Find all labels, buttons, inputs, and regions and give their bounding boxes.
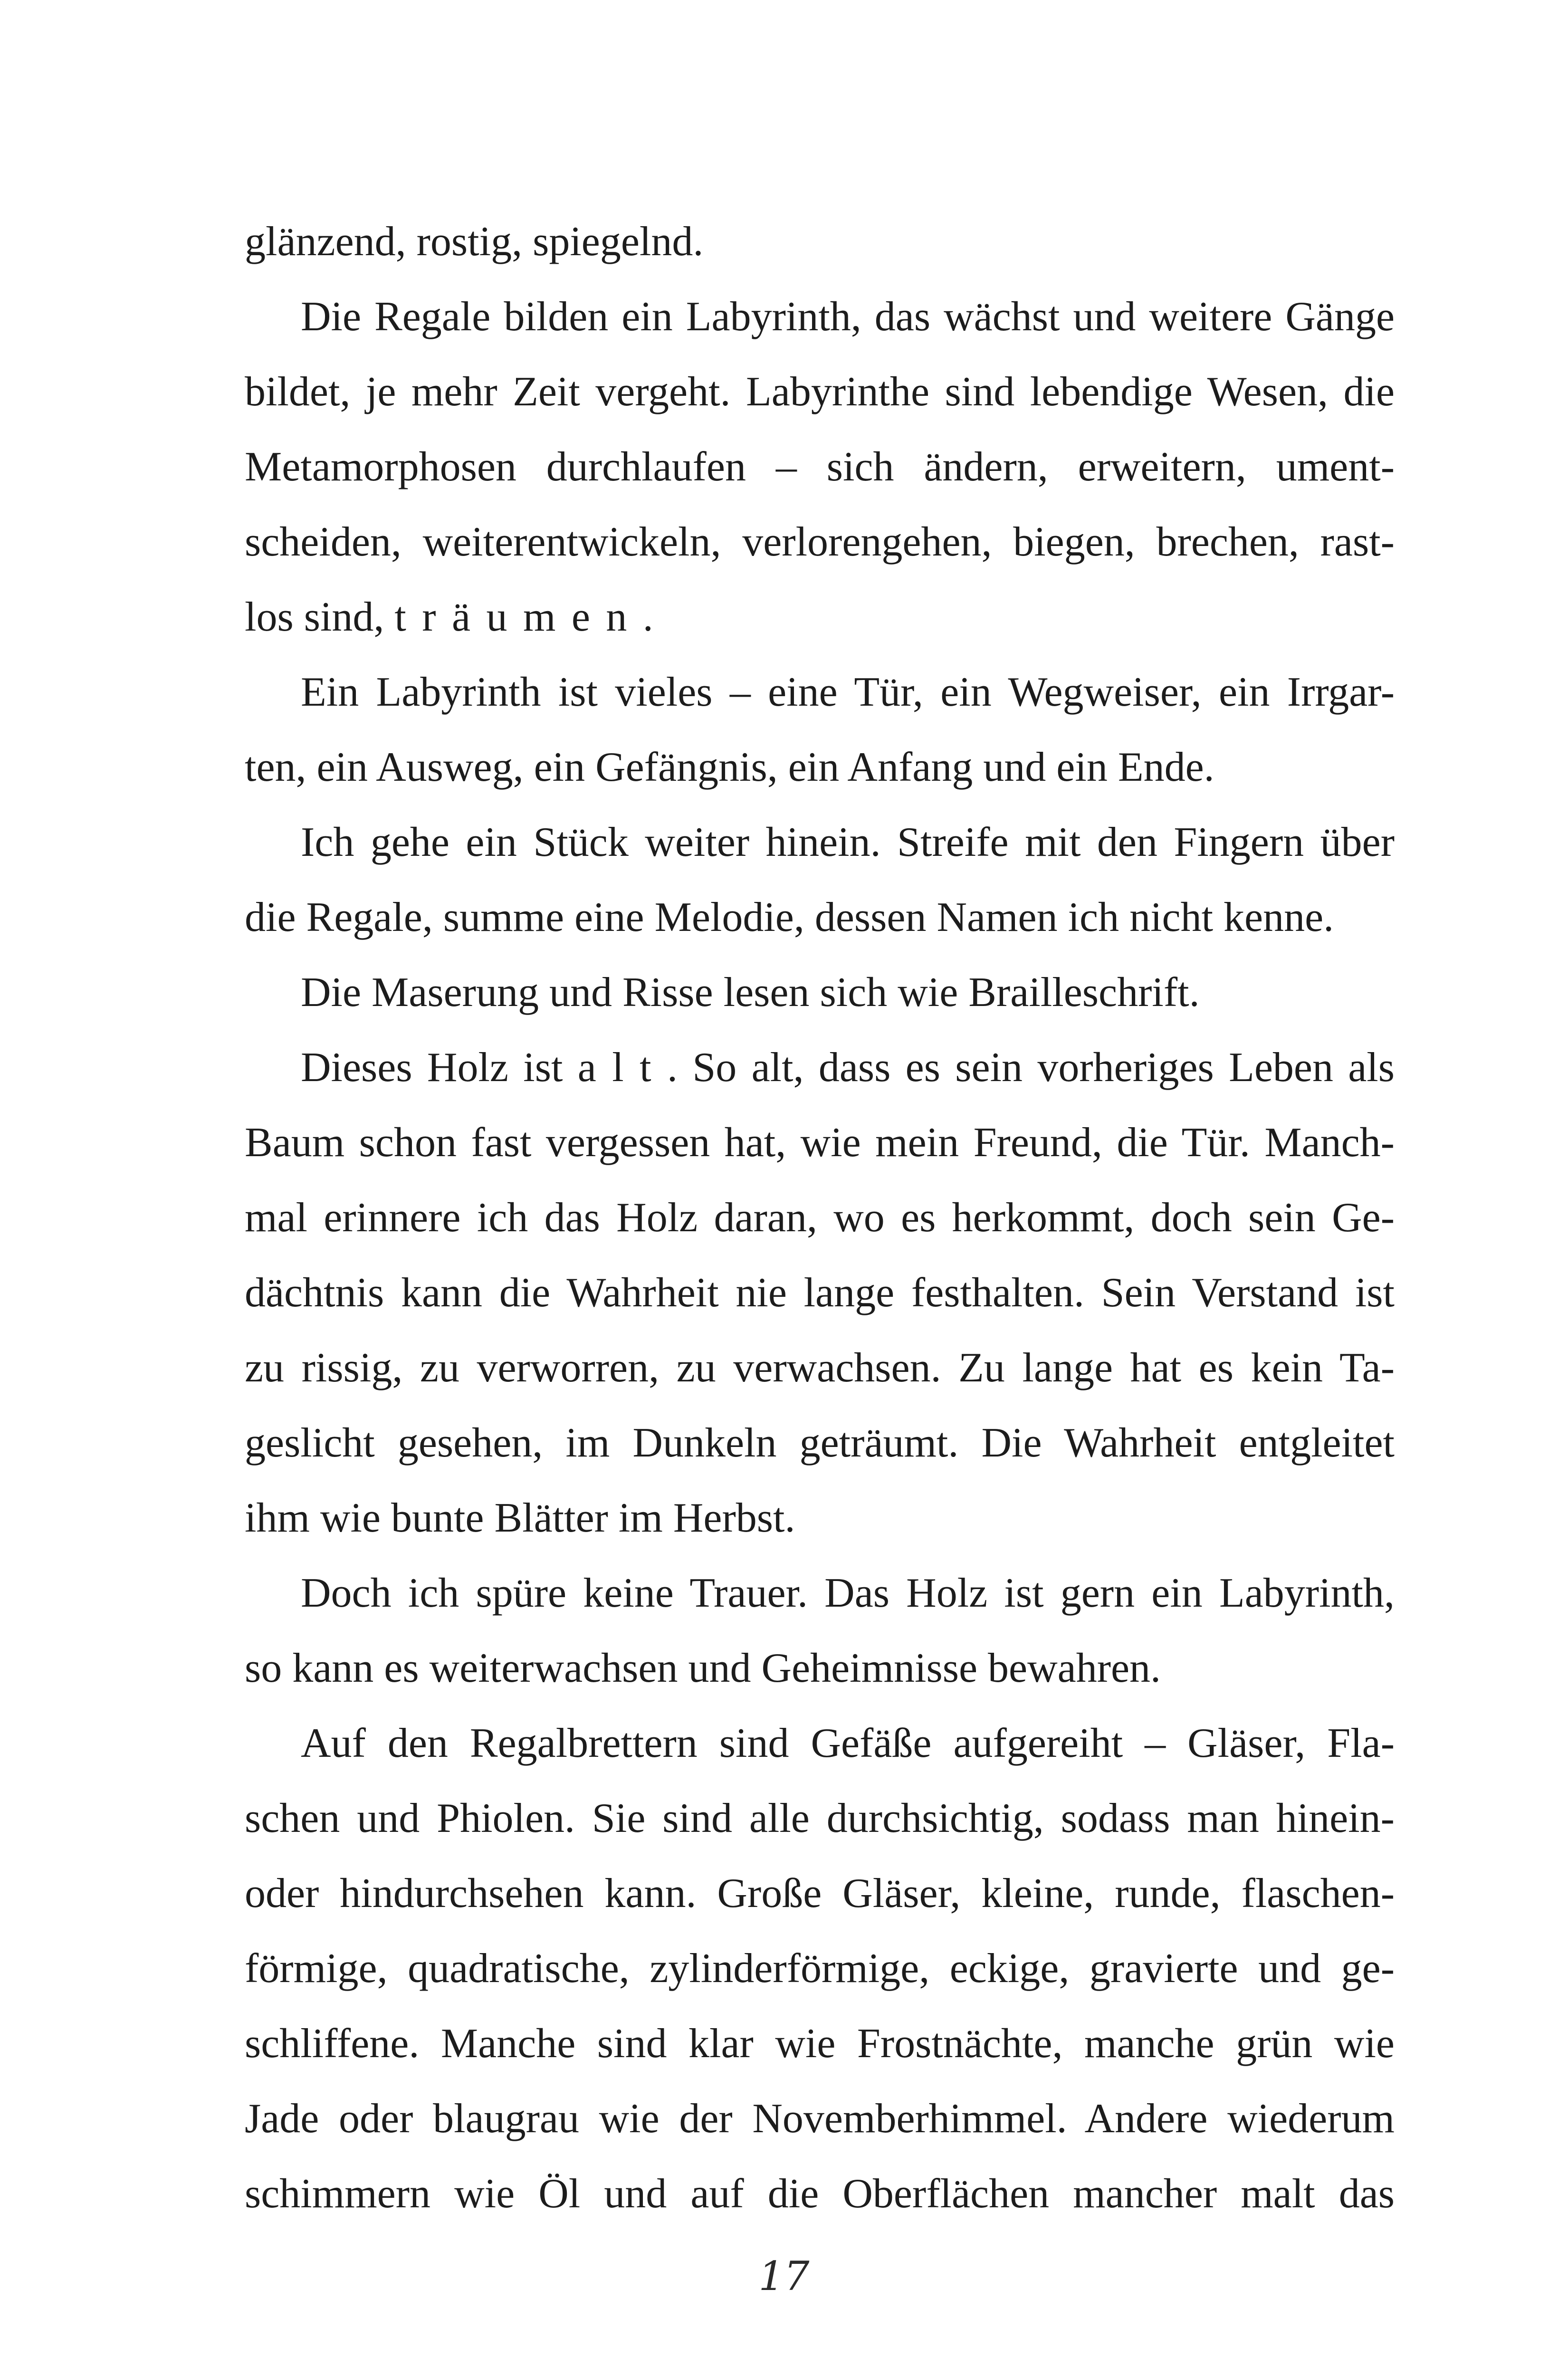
spaced-emphasis: alt <box>577 1044 668 1091</box>
text-line: mal erinnere ich das Holz daran, wo es herkommt, doch sein Ge- <box>245 1195 1395 1241</box>
text-line: schimmern wie Öl und auf die Oberflächen mancher malt das <box>245 2171 1395 2217</box>
text-line: ihm wie bunte Blätter im Herbst. <box>245 1495 795 1541</box>
text-line: schen und Phiolen. Sie sind alle durchsichtig, sodass man hinein- <box>245 1795 1395 1841</box>
text-line: so kann es weiterwachsen und Geheimnisse bewahren. <box>245 1645 1161 1691</box>
text-segment: los sind, <box>245 594 395 640</box>
text-segment: . <box>642 594 653 640</box>
text-line: Die Maserung und Risse lesen sich wie Brailleschrift. <box>301 969 1200 1016</box>
text-line: glänzend, rostig, spiegelnd. <box>245 219 704 265</box>
text-line: Auf den Regalbrettern sind Gefäße aufgereiht – Gläser, Fla- <box>301 1720 1395 1766</box>
text-segment: . So alt, dass es sein vorheriges Leben als <box>667 1044 1395 1091</box>
text-segment: Dieses Holz ist <box>301 1044 578 1091</box>
text-line: Metamorphosen durchlaufen – sich ändern, erweitern, ument- <box>245 444 1395 490</box>
text-line: Doch ich spüre keine Trauer. Das Holz ist gern ein Labyrinth, <box>301 1570 1395 1616</box>
text-line: bildet, je mehr Zeit vergeht. Labyrinthe sind lebendige Wesen, die <box>245 369 1395 415</box>
text-line: Ein Labyrinth ist vieles – eine Tür, ein Wegweiser, ein Irrgar- <box>301 669 1395 715</box>
text-line: scheiden, weiterentwickeln, verlorengehen, biegen, brechen, rast- <box>245 519 1395 565</box>
text-line: ten, ein Ausweg, ein Gefängnis, ein Anfang und ein Ende. <box>245 744 1214 790</box>
page-number: 17 <box>758 2253 810 2299</box>
text-line: dächtnis kann die Wahrheit nie lange festhalten. Sein Verstand ist <box>245 1270 1395 1316</box>
text-line: förmige, quadratische, zylinderförmige, eckige, gravierte und ge- <box>245 1945 1395 1992</box>
text-line: zu rissig, zu verworren, zu verwachsen. Zu lange hat es kein Ta- <box>245 1345 1395 1391</box>
text-line <box>245 1030 1395 1105</box>
spaced-emphasis: träumen <box>394 594 643 640</box>
text-line: die Regale, summe eine Melodie, dessen Namen ich nicht kenne. <box>245 894 1334 940</box>
text-line <box>245 580 1395 655</box>
text-line: Jade oder blaugrau wie der Novemberhimmel. Andere wiederum <box>245 2096 1395 2142</box>
text-line: Die Regale bilden ein Labyrinth, das wächst und weitere Gänge <box>301 294 1395 340</box>
text-line: oder hindurchsehen kann. Große Gläser, kleine, runde, flaschen- <box>245 1870 1395 1916</box>
text-line: geslicht gesehen, im Dunkeln geträumt. Die Wahrheit entgleitet <box>245 1420 1395 1466</box>
text-line: Ich gehe ein Stück weiter hinein. Streife mit den Fingern über <box>301 819 1395 865</box>
body-text <box>245 204 1395 2232</box>
text-line: schliffene. Manche sind klar wie Frostnächte, manche grün wie <box>245 2021 1395 2067</box>
text-line: Baum schon fast vergessen hat, wie mein Freund, die Tür. Manch- <box>245 1120 1395 1166</box>
